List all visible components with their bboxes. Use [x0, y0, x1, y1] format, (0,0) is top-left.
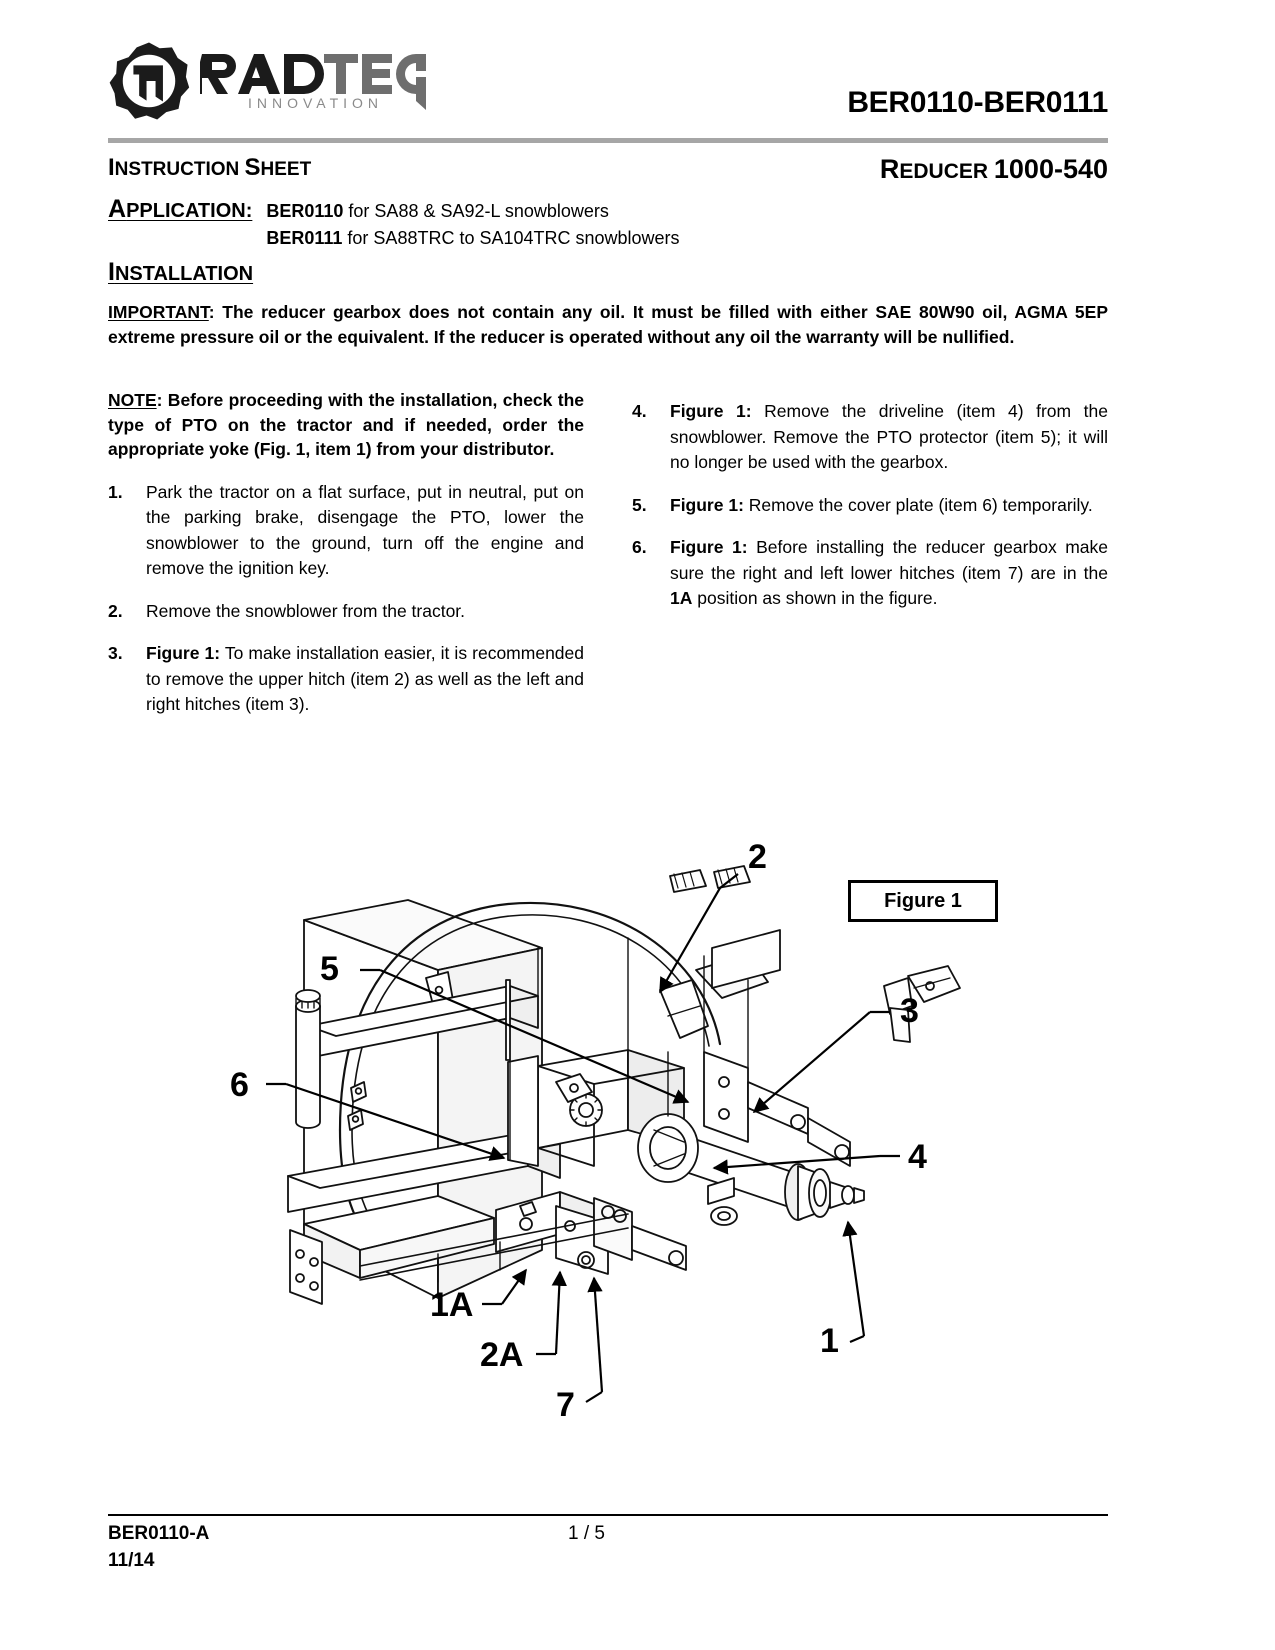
application-lines: [266, 198, 679, 252]
installation-heading-cap: I: [108, 258, 115, 286]
figure-caption-box: [848, 880, 998, 922]
step-text-wrap: [146, 599, 584, 625]
step-item: [632, 535, 1108, 612]
step-text-wrap: [670, 399, 1108, 476]
footer-page-number: 1 / 5: [568, 1523, 605, 1544]
step-number: 5.: [632, 494, 647, 515]
step-text-wrap: [146, 641, 584, 718]
doc-subtitle-rest: EDUCER: [899, 160, 994, 183]
step-item: [108, 641, 584, 718]
doc-subtitle-number: 1000-540: [993, 154, 1108, 184]
instructions-right-column: [632, 388, 1108, 735]
note-label: NOTE: [108, 390, 157, 410]
step-number: 4.: [632, 401, 647, 421]
step-number: 6.: [632, 537, 647, 557]
doc-type-rest2: HEET: [260, 159, 312, 180]
important-text: : The reducer gearbox does not contain any oil. It must be filled with either SAE 80W90 oil, AGMA 5EP extreme pressure oil or the equivalent. If the reducer is operated without any oil the warranty will be nullified.: [108, 302, 1108, 347]
footer-doc-number: BER0110-A: [108, 1523, 210, 1544]
application-line-1: [266, 198, 679, 225]
step-bold-prefix: Figure 1:: [146, 643, 221, 663]
brand-tagline-text: INNOVATION: [248, 95, 384, 111]
snowblower-assembly-drawing: [108, 830, 1108, 1450]
radtech-hexagon-r-logo-icon: [108, 40, 190, 122]
application-line-1-text: for SA88 & SA92-L snowblowers: [343, 201, 609, 221]
figure-callout-6: 6: [230, 1066, 249, 1104]
application-line-2: [266, 225, 679, 252]
application-line-2-text: for SA88TRC to SA104TRC snowblowers: [342, 228, 680, 248]
instructions-columns: [108, 388, 1108, 735]
step-body: Remove the driveline (item 4) from the snowblower. Remove the PTO protector (item 5); it will no longer be used with the gearbox.: [670, 401, 1108, 472]
installation-heading: [108, 258, 253, 287]
step-item: [108, 480, 584, 582]
step-bold-prefix: Figure 1:: [670, 401, 752, 421]
step-item: [108, 599, 584, 625]
step-item: [632, 399, 1108, 476]
note-text: : Before proceeding with the installation, check the type of PTO on the tractor and if needed, order the appropriate yoke (Fig. 1, item 1) from your distributor.: [108, 390, 584, 459]
step-item: [632, 493, 1108, 519]
figure-callout-4: 4: [908, 1138, 927, 1176]
application-line-1-code: BER0110: [266, 201, 344, 221]
step-bold-prefix: Figure 1:: [670, 494, 744, 515]
step-body-tail: position as shown in the figure.: [692, 588, 938, 608]
steps-list-right: [632, 399, 1108, 612]
figure-callout-3: 3: [900, 992, 919, 1030]
step-number: 3.: [108, 643, 123, 663]
application-label: [108, 195, 252, 224]
application-section: [108, 195, 1108, 252]
figure-callout-2a: 2A: [480, 1336, 524, 1374]
application-label-rest: PPLICATION:: [126, 200, 253, 222]
doc-type-cap2: S: [244, 154, 261, 181]
step-text-wrap: [670, 493, 1108, 519]
step-body: Remove the cover plate (item 6) temporarily.: [743, 494, 1093, 515]
document-code: BER0110-BER0111: [847, 86, 1108, 119]
application-line-2-code: BER0111: [266, 228, 343, 248]
instructions-left-column: [108, 388, 584, 735]
step-number: 1.: [108, 481, 123, 502]
application-label-cap: A: [108, 195, 127, 223]
figure-callout-1: 1: [820, 1322, 839, 1360]
figure-callout-2: 2: [748, 838, 767, 876]
brand-wordmark: [200, 50, 430, 112]
step-body: Remove the snowblower from the tractor.: [146, 600, 466, 621]
installation-heading-rest: NSTALLATION: [114, 263, 254, 285]
steps-list-left: [108, 480, 584, 718]
step-body: To make installation easier, it is recommended to remove the upper hitch (item 2) as well as the left and right hitches (item 3).: [146, 643, 584, 714]
doc-subtitle-cap: R: [879, 154, 900, 184]
step-body: Park the tractor on a flat surface, put in neutral, put on the parking brake, disengage the PTO, lower the snowblower to the ground, turn off the engine and remove the ignition key.: [146, 481, 584, 578]
note-block: [108, 388, 584, 462]
figure-callout-5: 5: [320, 950, 339, 988]
step-body: Before installing the reducer gearbox make sure the right and left lower hitches (item 7) are in the: [670, 537, 1108, 583]
brand-logo: [108, 40, 430, 122]
document-subtitle: [880, 154, 1108, 185]
figure-caption-text: Figure 1: [884, 889, 962, 912]
important-notice: [108, 300, 1108, 349]
header-subtitle-row: [108, 143, 1108, 184]
step-number: 2.: [108, 600, 123, 621]
step-inline-bold: 1A: [670, 588, 693, 608]
step-bold-prefix: Figure 1:: [670, 537, 748, 557]
doc-type-rest: NSTRUCTION: [114, 159, 245, 180]
document-type-label: [108, 154, 311, 182]
doc-type-cap: I: [108, 154, 115, 181]
figure-callout-1a: 1A: [430, 1286, 474, 1324]
important-label: IMPORTANT: [108, 302, 209, 322]
figure-1-area: [108, 830, 1108, 1450]
footer-date: 11/14: [108, 1550, 155, 1571]
figure-callout-7: 7: [556, 1386, 575, 1424]
footer-left: [108, 1520, 209, 1574]
footer-divider: [108, 1514, 1108, 1516]
step-text-wrap: [670, 535, 1108, 612]
step-text-wrap: [146, 480, 584, 582]
